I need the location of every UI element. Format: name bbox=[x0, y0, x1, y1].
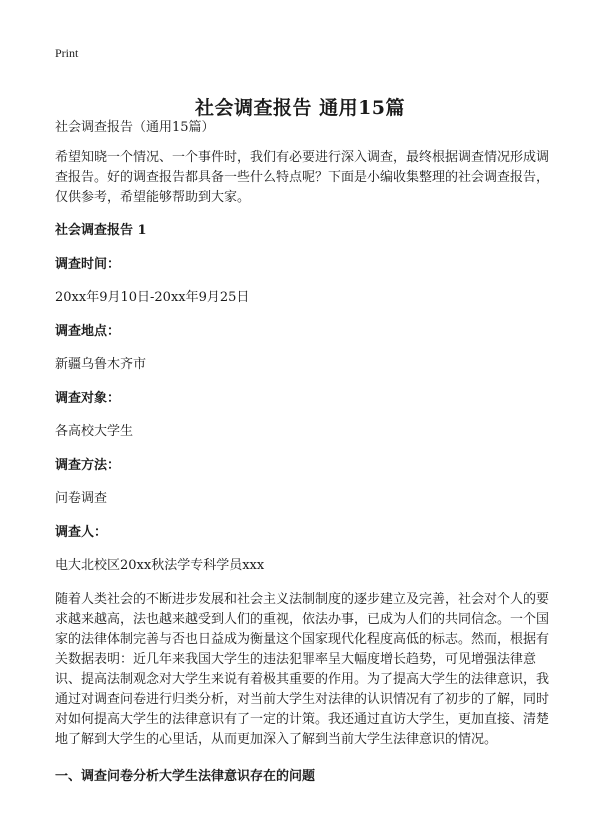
field-label-time: 调查时间： bbox=[55, 257, 121, 272]
document-subtitle: 社会调查报告（通用15篇） bbox=[55, 120, 215, 135]
document-body bbox=[55, 118, 555, 787]
document-title: 社会调查报告 通用15篇 bbox=[194, 96, 406, 119]
field-value-method: 问卷调查 bbox=[55, 491, 108, 506]
field-label-investigator: 调查人： bbox=[55, 525, 108, 540]
body-paragraph: 随着人类社会的不断进步发展和社会主义法制制度的逐步建立及完善，社会对个人的要求越来越高，法也越来越受到人们的重视，依法办事，已成为人们的共同信念。一个国家的法律体制完善与否也日益成为衡量这个国家现代化程度高低的标志。然而，根据有关数据表明：近几年来我国大学生的违法犯罪率呈大幅度增长趋势，可见增强法律意识、提高法制观念对大学生来说有着极其重要的作用。为了提高大学生的法律意识，我通过对调查问卷进行归类分析，对当前大学生对法律的认识情况有了初步的了解，同时对如何提高大学生的法律意识有了一定的计策。我还通过直访大学生，更加直接、清楚地了解到大学生的心里话，从而更加深入了解到当前大学生法律意识的情况。 bbox=[55, 592, 550, 747]
section-heading: 社会调查报告 1 bbox=[55, 223, 147, 238]
field-label-subject: 调查对象： bbox=[55, 391, 121, 406]
field-value-subject: 各高校大学生 bbox=[55, 424, 134, 439]
intro-paragraph: 希望知晓一个情况、一个事件时，我们有必要进行深入调查，最终根据调查情况形成调查报告。好的调查报告都具备一些什么特点呢？下面是小编收集整理的社会调查报告，仅供参考，希望能够帮助到大家。 bbox=[55, 150, 550, 205]
print-link[interactable]: Print bbox=[55, 46, 79, 60]
field-label-location: 调查地点： bbox=[55, 324, 121, 339]
field-value-time: 20xx年9月10日-20xx年9月25日 bbox=[55, 290, 250, 305]
part-heading: 一、调查问卷分析大学生法律意识存在的问题 bbox=[55, 769, 316, 784]
field-value-investigator: 电大北校区20xx秋法学专科学员xxx bbox=[55, 558, 265, 573]
field-label-method: 调查方法： bbox=[55, 458, 121, 473]
field-value-location: 新疆乌鲁木齐市 bbox=[55, 357, 147, 372]
